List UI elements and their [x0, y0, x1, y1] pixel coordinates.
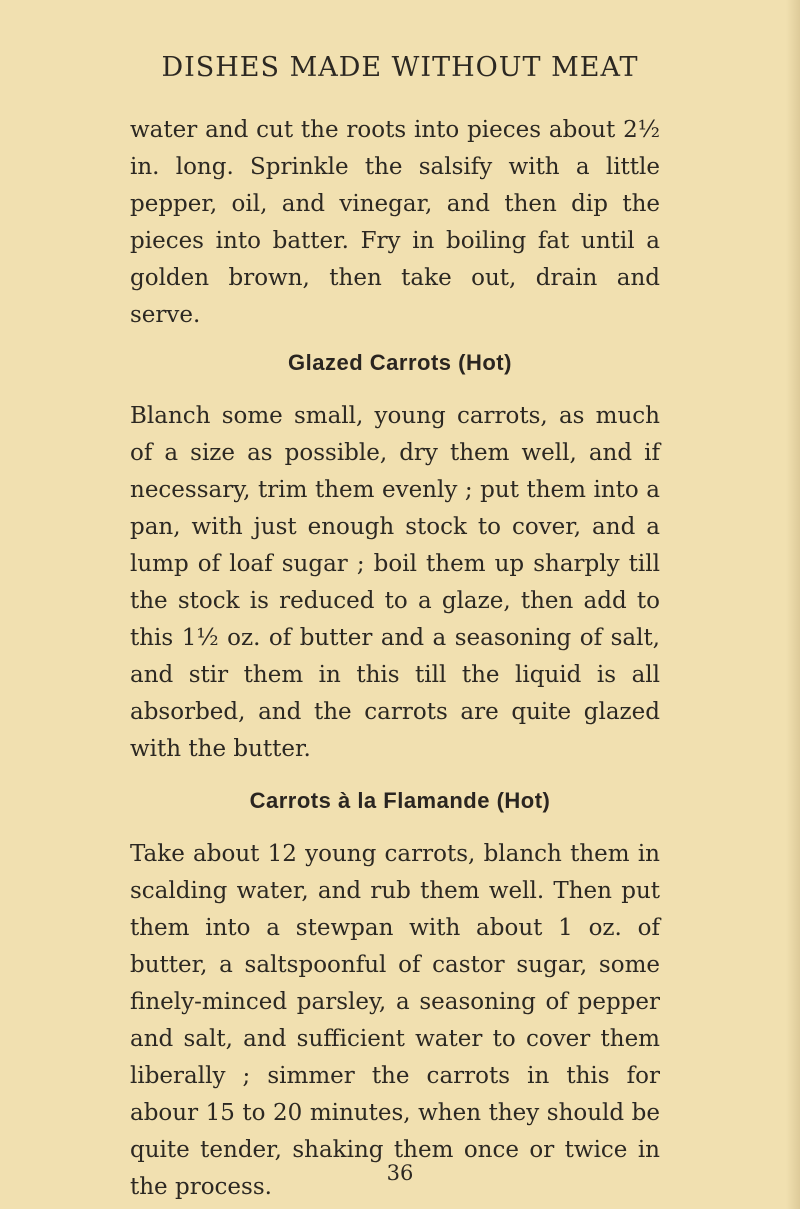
running-head: DISHES MADE WITHOUT MEAT [161, 52, 639, 83]
recipe-title-carrots-flamande: Carrots à la Flamande (Hot) [249, 788, 551, 813]
recipe-body-glazed-carrots: Blanch some small, young carrots, as much of a size as possible, dry them well, and if necessary, trim them evenly ; put them into a pan, with just enough stock to cover, and a lump of loaf sugar ; boil them up sharply till the stock is reduced to a glaze, then add to this 1½ oz. of butter and a seasoning of salt, and stir them in this till the liquid is all absorbed, and the carrots are quite glazed with the butter. [130, 403, 660, 762]
recipe-title-glazed-carrots: Glazed Carrots (Hot) [288, 350, 512, 375]
page-edge-shadow [786, 0, 800, 1209]
intro-paragraph: water and cut the roots into pieces about 2½ in. long. Sprinkle the salsify with a little pepper, oil, and vinegar, and then dip the pieces into batter. Fry in boiling fat until a golden brown, then take out, drain and serve. [130, 117, 660, 328]
page-number: 36 [386, 1161, 414, 1185]
recipe-body-carrots-flamande: Take about 12 young carrots, blanch them in scalding water, and rub them well. Then put them into a stewpan with about 1 oz. of butter, a saltspoonful of castor sugar, some finely-minced parsley, a seasoning of pepper and salt, and sufficient water to cover them liberally ; simmer the carrots in this for abour 15 to 20 minutes, when they should be quite tender, shaking them once or twice in the process. [130, 841, 660, 1200]
